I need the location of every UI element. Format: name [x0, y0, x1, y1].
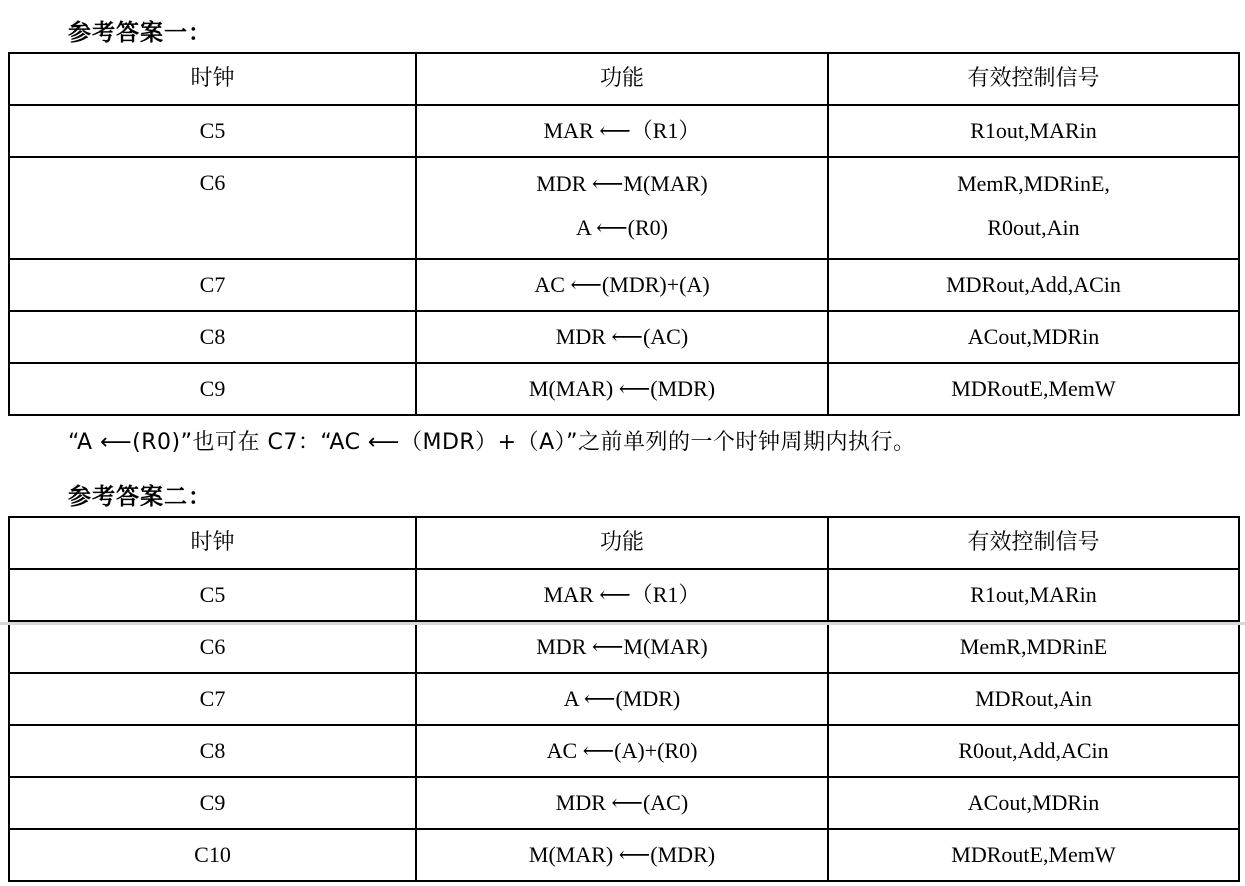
header-function: 功能 [416, 53, 828, 105]
answer-one-table [8, 52, 1240, 416]
header-signals: 有效控制信号 [828, 517, 1239, 569]
function-line: A ⟵(R0) [575, 215, 669, 240]
function-cell: MDR ⟵(AC) [416, 311, 828, 363]
table-row [9, 569, 1239, 621]
function-cell: A ⟵(MDR) [416, 673, 828, 725]
header-clock: 时钟 [9, 53, 416, 105]
table-row [9, 157, 1239, 259]
table-row [9, 105, 1239, 157]
answer-two-heading: 参考答案二： [68, 484, 212, 510]
table-header-row [9, 53, 1239, 105]
signals-line: R0out,Ain [987, 215, 1080, 240]
table-row [9, 673, 1239, 725]
signals-cell: R1out,MARin [828, 569, 1239, 621]
function-cell [416, 157, 828, 259]
signals-cell: R0out,Add,ACin [828, 725, 1239, 777]
clock-cell: C6 [9, 157, 416, 259]
clock-cell: C5 [9, 569, 416, 621]
clock-cell: C5 [9, 105, 416, 157]
signals-cell: R1out,MARin [828, 105, 1239, 157]
header-function: 功能 [416, 517, 828, 569]
header-signals: 有效控制信号 [828, 53, 1239, 105]
table-row [9, 311, 1239, 363]
table-row [9, 725, 1239, 777]
table-header-row [9, 517, 1239, 569]
function-cell: MAR ⟵（R1） [416, 105, 828, 157]
clock-cell: C8 [9, 311, 416, 363]
signals-line: MemR,MDRinE, [957, 171, 1110, 196]
table-row [9, 829, 1239, 881]
answer-one-heading: 参考答案一： [68, 20, 212, 46]
clock-cell: C7 [9, 259, 416, 311]
clock-cell: C9 [9, 363, 416, 415]
function-cell: MDR ⟵(AC) [416, 777, 828, 829]
function-cell: M(MAR) ⟵(MDR) [416, 829, 828, 881]
signals-cell: MDRout,Ain [828, 673, 1239, 725]
signals-cell: MDRoutE,MemW [828, 829, 1239, 881]
table-row [9, 259, 1239, 311]
signals-cell [828, 157, 1239, 259]
function-cell: MAR ⟵（R1） [416, 569, 828, 621]
answer-two-table [8, 516, 1240, 882]
signals-cell: MDRout,Add,ACin [828, 259, 1239, 311]
signals-cell: ACout,MDRin [828, 311, 1239, 363]
clock-cell: C6 [9, 621, 416, 673]
header-clock: 时钟 [9, 517, 416, 569]
note-text: “A ⟵(R0)”也可在 C7：“AC ⟵（MDR）+（A）”之前单列的一个时钟周期内执行。 [68, 430, 916, 455]
clock-cell: C10 [9, 829, 416, 881]
signals-cell: MemR,MDRinE [828, 621, 1239, 673]
signals-cell: MDRoutE,MemW [828, 363, 1239, 415]
clock-cell: C8 [9, 725, 416, 777]
function-cell: AC ⟵(A)+(R0) [416, 725, 828, 777]
function-cell: M(MAR) ⟵(MDR) [416, 363, 828, 415]
clock-cell: C9 [9, 777, 416, 829]
clock-cell: C7 [9, 673, 416, 725]
function-line: MDR ⟵M(MAR) [536, 171, 708, 196]
page-break-divider [0, 622, 1245, 625]
table-row [9, 621, 1239, 673]
signals-cell: ACout,MDRin [828, 777, 1239, 829]
table-row [9, 777, 1239, 829]
function-cell: MDR ⟵M(MAR) [416, 621, 828, 673]
function-cell: AC ⟵(MDR)+(A) [416, 259, 828, 311]
table-row [9, 363, 1239, 415]
